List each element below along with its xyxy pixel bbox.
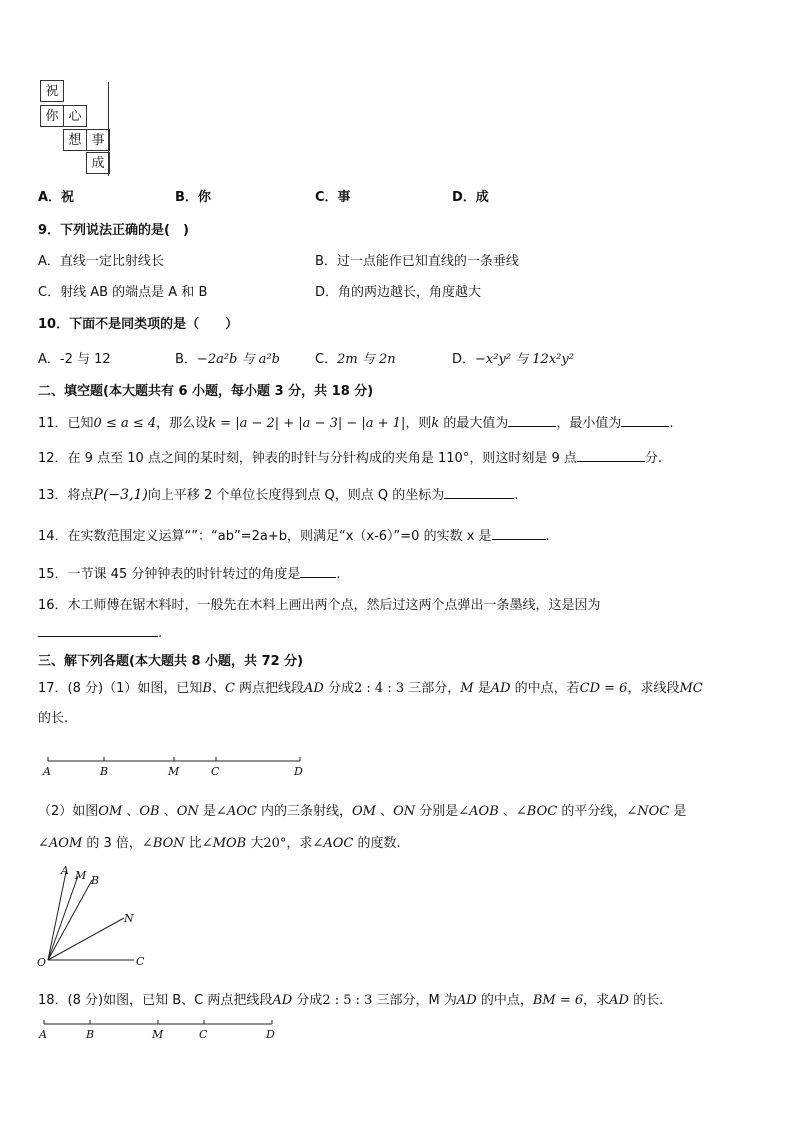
q16-answer-line xyxy=(38,624,162,641)
q17-text: （2）如图 xyxy=(38,804,99,819)
q12 xyxy=(38,447,662,466)
q11-text-b: ，那么设 xyxy=(156,416,209,431)
label-c: C xyxy=(211,765,220,778)
q18-segment-figure xyxy=(36,1018,286,1044)
q17-math: M xyxy=(460,681,474,696)
net-edge xyxy=(108,82,109,176)
section-3-heading: 三、解下列各题(本大题共 8 小题，共 72 分) xyxy=(38,654,304,669)
q9-stem: 9．下列说法正确的是( ) xyxy=(38,223,189,238)
q17-math: OM xyxy=(98,804,123,819)
label-m: M xyxy=(168,765,180,778)
label-o: O xyxy=(37,956,47,969)
q17-text: 、 xyxy=(122,804,140,819)
q13 xyxy=(38,484,518,503)
q15-blank[interactable] xyxy=(300,565,336,578)
q17-text: 的度数. xyxy=(353,836,401,851)
q10-option-c-math: 2m 与 2n xyxy=(337,352,396,367)
q17-segment-figure xyxy=(38,753,318,779)
q17-math: ∠BON xyxy=(141,836,185,851)
q17-text: 分成 xyxy=(323,681,354,696)
q18-text: 的中点， xyxy=(476,993,533,1008)
q18-text: ，求 xyxy=(583,993,610,1008)
q18-text: 分成 xyxy=(292,993,323,1008)
q11-text-f: . xyxy=(669,416,674,431)
net-cell-6: 成 xyxy=(86,152,110,174)
q15-text-a: 15．一节课 45 分钟钟表的时针转过的角度是 xyxy=(38,567,301,582)
label-m: M xyxy=(152,1028,164,1041)
label-b: B xyxy=(86,1028,95,1041)
q17-math: AD xyxy=(490,681,511,696)
q13-text-a: 13．将点 xyxy=(38,488,94,503)
q17-math: CD = 6 xyxy=(579,681,628,696)
q11-condition: 0 ≤ a ≤ 4 xyxy=(93,416,157,431)
q17-text: ，求线段 xyxy=(627,681,680,696)
q17-math: ∠AOM xyxy=(38,836,83,851)
label-c: C xyxy=(136,955,145,968)
q17-text: 17．(8 分)（1）如图，已知 xyxy=(38,681,203,696)
q11-text-a: 11．已知 xyxy=(38,416,94,431)
net-cell-4: 想 xyxy=(63,129,87,151)
q17-math: ∠MOB xyxy=(201,836,247,851)
q10-option-a: A．-2 与 12 xyxy=(38,352,111,367)
label-b: B xyxy=(100,765,109,778)
q17-math: ON xyxy=(393,804,416,819)
q17-part2-line-2 xyxy=(38,832,401,851)
q10-option-c-label: C． xyxy=(315,352,338,367)
q17-math: AD xyxy=(304,681,324,696)
q18-math: AD xyxy=(272,993,293,1008)
q17-text: 是 xyxy=(473,681,491,696)
q11 xyxy=(38,412,674,431)
q9-option-a: A．直线一定比射线长 xyxy=(38,254,164,269)
q17-line-1 xyxy=(38,677,703,696)
q17-math: OM xyxy=(351,804,376,819)
q18 xyxy=(38,989,663,1008)
q18-math: AD xyxy=(456,993,477,1008)
q9-option-c: C．射线 AB 的端点是 A 和 B xyxy=(38,285,208,300)
q11-text-c: ，则 xyxy=(405,416,432,431)
q12-text-b: 分. xyxy=(644,451,663,466)
q13-text-b: 向上平移 2 个单位长度得到点 Q，则点 Q 的坐标为 xyxy=(147,488,445,503)
q12-text-a: 12．在 9 点至 10 点之间的某时刻，钟表的时针与分针构成的夹角是 110°，则这时刻是 9 点 xyxy=(38,451,577,466)
q17-text: 的平分线， xyxy=(557,804,627,819)
net-cell-1: 祝 xyxy=(40,80,64,102)
net-cell-3: 心 xyxy=(63,105,87,127)
q17-math: B xyxy=(202,681,212,696)
label-a: A xyxy=(39,1028,47,1041)
section-2-heading: 二、填空题(本大题共有 6 小题，每小题 3 分，共 18 分) xyxy=(38,384,374,399)
q17-math: 20° xyxy=(263,836,287,851)
q17-text: 三部分， xyxy=(404,681,461,696)
label-m: M xyxy=(75,869,87,882)
q8-option-c: C．事 xyxy=(315,190,351,205)
q13-text-c: . xyxy=(514,488,519,503)
q17-math: ∠AOB xyxy=(458,804,499,819)
q17-text: 是 xyxy=(669,804,687,819)
q17-text: 的 3 倍， xyxy=(82,836,142,851)
label-n: N xyxy=(124,912,134,925)
q17-math: MC xyxy=(679,681,703,696)
q14-text-a: 14．在实数范围定义运算“”：“ab”=2a+b，则满足“x（x-6）”=0 的实数 x 是 xyxy=(38,529,492,544)
q15 xyxy=(38,563,341,582)
q17-math: OB xyxy=(139,804,160,819)
q13-point-p: P(−3,1) xyxy=(93,487,148,503)
label-b: B xyxy=(91,874,100,887)
q14-text-b: . xyxy=(545,529,550,544)
q18-text: 的长. xyxy=(628,993,664,1008)
label-c: C xyxy=(199,1028,208,1041)
q18-text: 三部分，M 为 xyxy=(372,993,457,1008)
q17-text: 是 xyxy=(198,804,216,819)
q18-math: BM = 6 xyxy=(532,993,584,1008)
q10-option-d-label: D． xyxy=(452,352,476,367)
q13-blank[interactable] xyxy=(444,486,514,499)
q10-option-b-label: B． xyxy=(175,352,197,367)
q17-math: ∠AOC xyxy=(215,804,257,819)
label-a: A xyxy=(61,864,69,877)
q16-blank[interactable] xyxy=(38,624,158,637)
q11-expression: k = |a − 2| + |a − 3| − |a + 1| xyxy=(208,416,406,431)
q18-ratio: 2 : 5 : 3 xyxy=(322,993,373,1008)
q16-text: 16．木工师傅在锯木料时，一般先在木料上画出两个点，然后过这两个点弹出一条墨线，这是因为 xyxy=(38,598,601,613)
q8-option-b: B．你 xyxy=(175,190,211,205)
q17-text: 两点把线段 xyxy=(234,681,305,696)
q17-math: ∠BOC xyxy=(515,804,558,819)
q17-line-2: 的长. xyxy=(38,711,69,726)
q17-math: ∠NOC xyxy=(626,804,670,819)
q9-option-b: B．过一点能作已知直线的一条垂线 xyxy=(315,254,519,269)
q11-blank-max[interactable] xyxy=(508,414,556,427)
q18-math: AD xyxy=(609,993,629,1008)
q11-blank-min[interactable] xyxy=(621,414,669,427)
q17-math: C xyxy=(224,681,235,696)
q17-text: 、 xyxy=(159,804,177,819)
q17-text: ，求 xyxy=(286,836,313,851)
q17-text: 比 xyxy=(184,836,202,851)
q17-text: 、 xyxy=(498,804,516,819)
label-d: D xyxy=(266,1028,275,1041)
q18-text: 18．(8 分)如图，已知 B、C 两点把线段 xyxy=(38,993,273,1008)
q17-text: 的中点，若 xyxy=(510,681,580,696)
q17-text: 、 xyxy=(211,681,225,696)
q17-math: ∠AOC xyxy=(312,836,354,851)
q17-text: 大 xyxy=(246,836,264,851)
q10-option-c xyxy=(315,348,396,367)
q16-text-b: . xyxy=(158,626,163,641)
q14-blank[interactable] xyxy=(492,527,546,540)
q15-text-b: . xyxy=(336,567,341,582)
q17-angle-figure xyxy=(34,862,164,972)
q10-option-b xyxy=(175,348,280,367)
q9-option-d: D．角的两边越长，角度越大 xyxy=(315,285,482,300)
q8-option-a: A．祝 xyxy=(38,190,75,205)
label-a: A xyxy=(43,765,51,778)
q11-k: k xyxy=(431,416,440,431)
q10-option-b-math: −2a²b 与 a²b xyxy=(196,352,280,367)
label-d: D xyxy=(294,765,303,778)
q8-option-d: D．成 xyxy=(452,190,489,205)
q17-text: 内的三条射线， xyxy=(256,804,352,819)
net-cell-5: 事 xyxy=(86,129,110,151)
q17-ratio: 2 : 4 : 3 xyxy=(354,681,405,696)
net-cell-2: 你 xyxy=(40,105,64,127)
q17-part2-line-1 xyxy=(38,800,686,819)
q12-blank[interactable] xyxy=(577,449,645,462)
q11-text-e: ，最小值为 xyxy=(556,416,622,431)
q17-text: 分别是 xyxy=(415,804,459,819)
q11-text-d: 的最大值为 xyxy=(439,416,509,431)
q10-option-d-math: −x²y² 与 12x²y² xyxy=(475,352,574,367)
q17-math: ON xyxy=(176,804,199,819)
q10-stem: 10．下面不是同类项的是（ ） xyxy=(38,317,239,332)
q14 xyxy=(38,525,550,544)
q10-option-d xyxy=(452,348,574,367)
q17-text: 、 xyxy=(375,804,394,819)
